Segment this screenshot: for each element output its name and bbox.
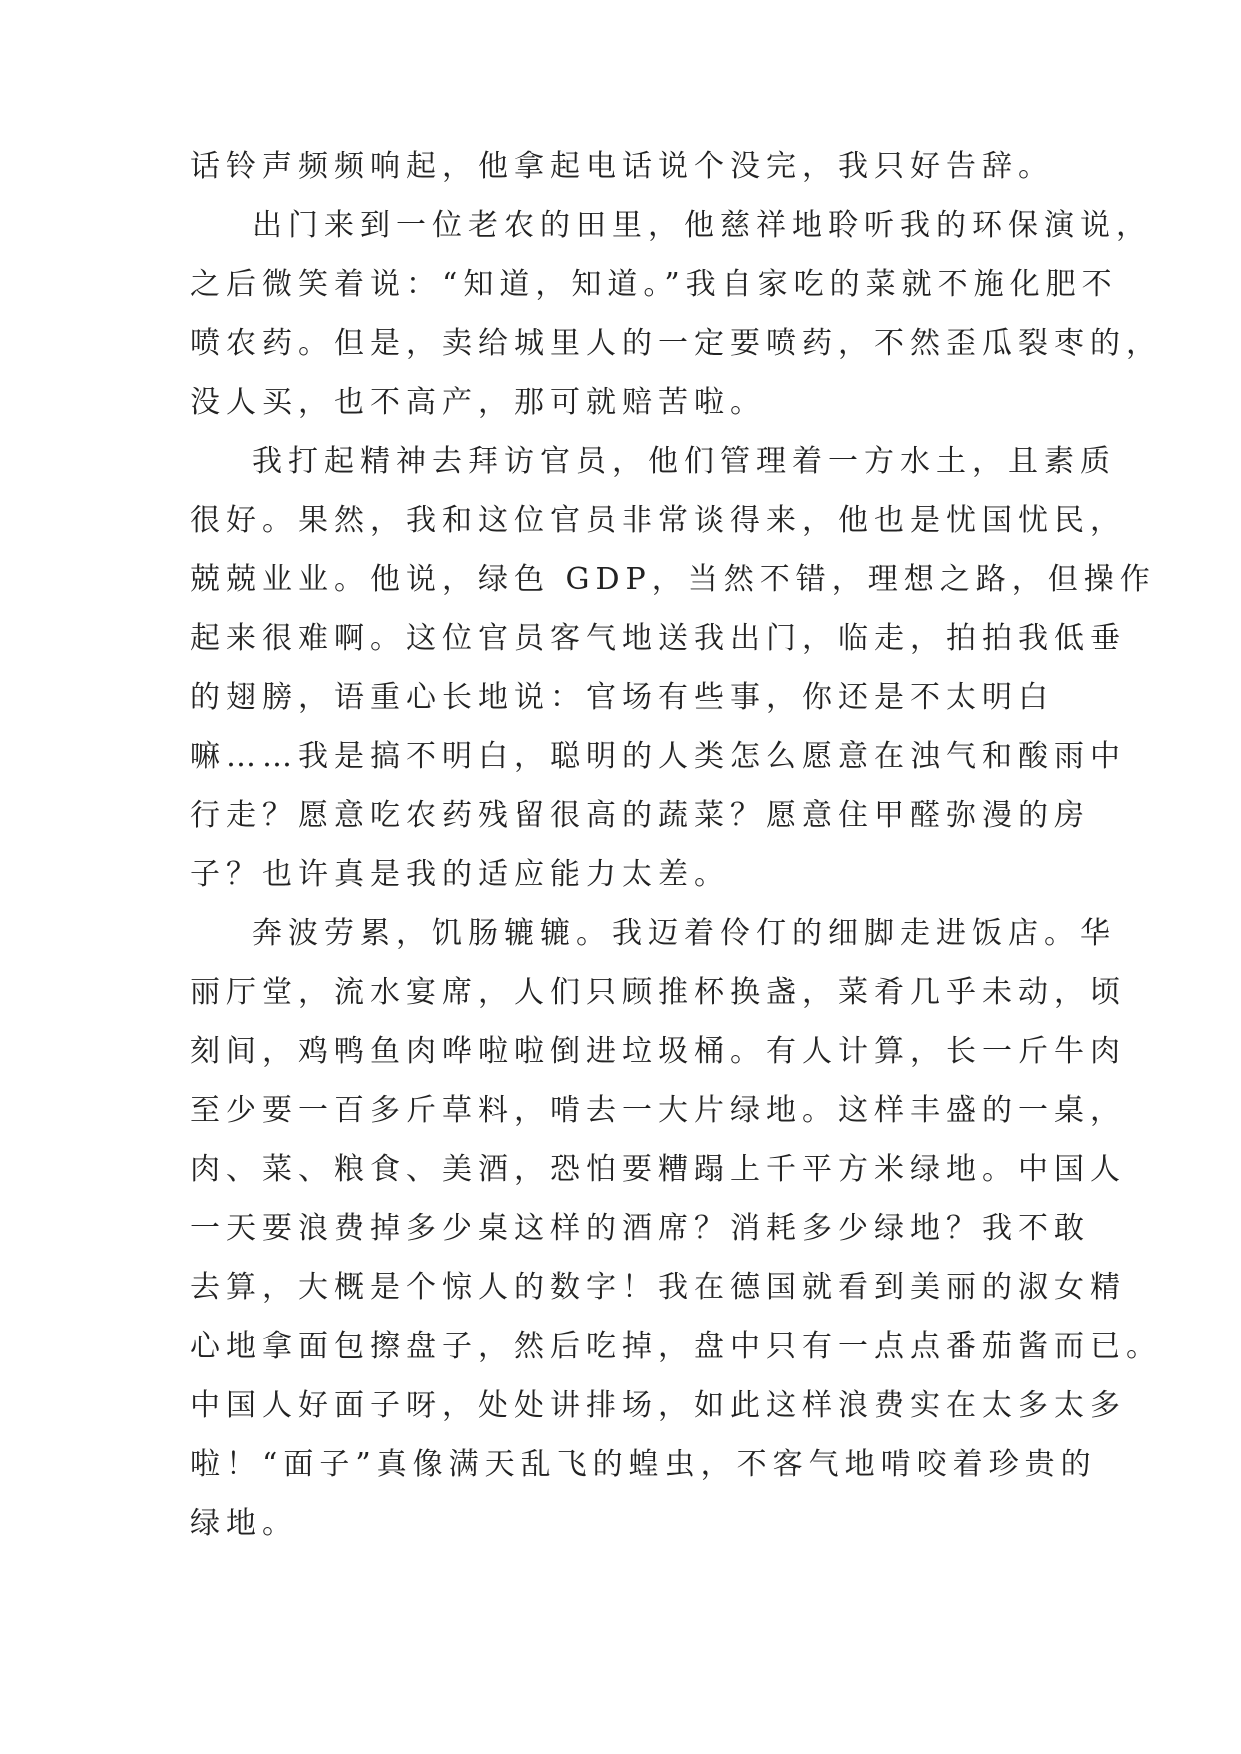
text-line: 子？也许真是我的适应能力太差。: [190, 857, 730, 892]
text-line: 中国人好面子呀，处处讲排场，如此这样浪费实在太多太多: [190, 1388, 1126, 1423]
text-line: 的翅膀，语重心长地说：官场有些事，你还是不太明白: [190, 680, 1054, 715]
text-line: 出门来到一位老农的田里，他慈祥地聆听我的环保演说，: [252, 208, 1152, 243]
text-line: 兢兢业业。他说，绿色 GDP，当然不错，理想之路，但操作: [190, 562, 1156, 597]
text-line: 肉、菜、粮食、美酒，恐怕要糟蹋上千平方米绿地。中国人: [190, 1152, 1126, 1187]
text-line: 一天要浪费掉多少桌这样的酒席？消耗多少绿地？我不敢: [190, 1211, 1090, 1246]
text-line: 行走？愿意吃农药残留很高的蔬菜？愿意住甲醛弥漫的房: [190, 798, 1090, 833]
text-line: 我打起精神去拜访官员，他们管理着一方水土，且素质: [252, 444, 1116, 479]
document-body: [190, 137, 1162, 1553]
text-line: 刻间，鸡鸭鱼肉哗啦啦倒进垃圾桶。有人计算，长一斤牛肉: [190, 1034, 1126, 1069]
text-line: 去算，大概是个惊人的数字！我在德国就看到美丽的淑女精: [190, 1270, 1126, 1305]
text-line: 绿地。: [190, 1506, 298, 1541]
text-line: 很好。果然，我和这位官员非常谈得来，他也是忧国忧民，: [190, 503, 1126, 538]
text-line: 丽厅堂，流水宴席，人们只顾推杯换盏，菜肴几乎未动，顷: [190, 975, 1126, 1010]
text-line: 奔波劳累，饥肠辘辘。我迈着伶仃的细脚走进饭店。华: [252, 916, 1116, 951]
text-line: 啦！“面子”真像满天乱飞的蝗虫，不客气地啃咬着珍贵的: [190, 1447, 1097, 1482]
text-line: 之后微笑着说：“知道，知道。”我自家吃的菜就不施化肥不: [190, 267, 1118, 302]
text-line: 心地拿面包擦盘子，然后吃掉，盘中只有一点点番茄酱而已。: [190, 1329, 1162, 1364]
text-line: 起来很难啊。这位官员客气地送我出门，临走，拍拍我低垂: [190, 621, 1126, 656]
text-line: 嘛……我是搞不明白，聪明的人类怎么愿意在浊气和酸雨中: [190, 739, 1126, 774]
text-line: 喷农药。但是，卖给城里人的一定要喷药，不然歪瓜裂枣的，: [190, 326, 1162, 361]
text-line: 没人买，也不高产，那可就赔苦啦。: [190, 385, 766, 420]
text-line: 话铃声频频响起，他拿起电话说个没完，我只好告辞。: [190, 149, 1054, 184]
text-line: 至少要一百多斤草料，啃去一大片绿地。这样丰盛的一桌，: [190, 1093, 1126, 1128]
